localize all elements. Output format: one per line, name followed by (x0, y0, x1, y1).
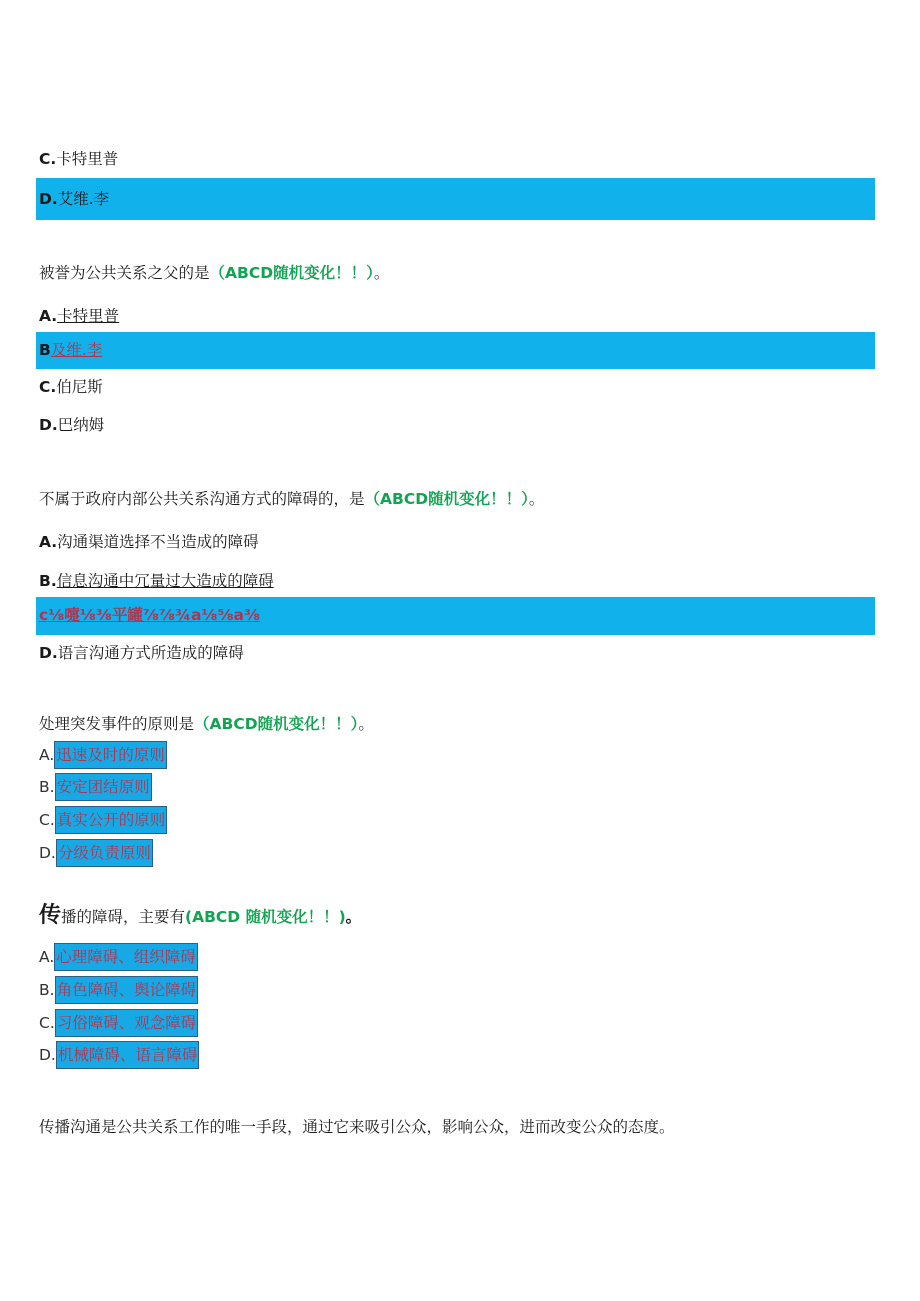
answer-highlight (36, 178, 875, 220)
option-d (39, 839, 153, 867)
random-tag: （ABCD随机变化！！） (209, 264, 374, 282)
option-letter: A. (39, 948, 55, 966)
option-d (39, 1041, 199, 1069)
option-d (39, 415, 104, 435)
question-stem (39, 489, 544, 509)
option-text: 信息沟通中冗量过大造成的障碍 (56, 572, 274, 590)
option-text: 语言沟通方式所造成的障碍 (57, 644, 244, 662)
question-text: 不属于政府内部公共关系沟通方式的障碍的，是 (39, 490, 365, 508)
option-letter: D. (39, 644, 58, 662)
option-letter: A. (39, 307, 58, 325)
option-letter: B. (39, 572, 57, 590)
question-text: 被誉为公共关系之父的是 (39, 264, 210, 282)
option-c (39, 377, 103, 397)
option-text: 伯尼斯 (56, 378, 103, 396)
option-a (39, 532, 259, 552)
question-text: 处理突发事件的原则是 (39, 715, 195, 733)
option-text-highlighted: 安定团结原则 (55, 773, 152, 801)
option-b (39, 976, 198, 1004)
stem-end: 。 (528, 490, 545, 508)
option-c (39, 1009, 198, 1037)
option-text-highlighted: 习俗障碍、观念障碍 (55, 1009, 199, 1037)
option-letter: C. (39, 150, 57, 168)
option-b (39, 773, 152, 801)
option-text: 沟通渠道选择不当造成的障碍 (57, 533, 259, 551)
question-stem (39, 903, 362, 928)
option-a (39, 741, 167, 769)
option-letter: B. (39, 778, 55, 796)
random-tag: （ABCD随机变化！！） (194, 715, 359, 733)
option-text: 卡特里普 (56, 150, 119, 168)
option-b (39, 340, 102, 360)
option-text: 及维.李 (50, 341, 103, 359)
option-letter: D. (39, 416, 58, 434)
option-c (39, 605, 260, 625)
option-text-highlighted: 机械障碍、语言障碍 (56, 1041, 200, 1069)
option-c (39, 149, 118, 169)
stem-end: 。 (373, 264, 390, 282)
question-stem (39, 263, 389, 283)
option-a (39, 306, 119, 326)
option-letter: A. (39, 746, 55, 764)
question-text: 播的障碍，主要有 (61, 908, 186, 926)
answer-highlight (36, 332, 875, 369)
option-letter: C. (39, 378, 57, 396)
option-letter: B. (39, 981, 55, 999)
option-b (39, 571, 274, 591)
option-a (39, 943, 198, 971)
option-text-highlighted: 角色障碍、舆论障碍 (55, 976, 199, 1004)
option-letter: D. (39, 1046, 56, 1064)
random-tag: （ABCD随机变化！！） (364, 490, 529, 508)
random-tag: (ABCD 随机变化！！) (185, 908, 346, 926)
option-letter: D. (39, 190, 58, 208)
stem-end: 。 (345, 908, 362, 926)
option-text-highlighted: 分级负责原则 (56, 839, 153, 867)
stem-end: 。 (358, 715, 374, 733)
statement-text: 传播沟通是公共关系工作的唯一手段，通过它来吸引公众，影响公众，进而改变公众的态度。 (39, 1118, 675, 1136)
option-letter: D. (39, 844, 56, 862)
option-text-highlighted: 心理障碍、组织障碍 (54, 943, 198, 971)
option-d (39, 643, 244, 663)
option-text: c⅛嚏⅛⅜平罐⅞⅞¾a⅛⅝a⅜ (39, 606, 261, 624)
option-letter: C. (39, 811, 55, 829)
option-text: 卡特里普 (57, 307, 120, 325)
option-d (39, 189, 109, 209)
option-letter: C. (39, 1014, 55, 1032)
stem-first-char: 传 (39, 903, 62, 928)
option-text: 艾维.李 (57, 190, 110, 208)
option-letter: A. (39, 533, 58, 551)
option-text: 巴纳姆 (57, 416, 105, 434)
option-text-highlighted: 真实公开的原则 (55, 806, 168, 834)
option-c (39, 806, 167, 834)
question-stem (39, 714, 374, 734)
option-text-highlighted: 迅速及时的原则 (54, 741, 167, 769)
option-letter: B (39, 341, 51, 359)
